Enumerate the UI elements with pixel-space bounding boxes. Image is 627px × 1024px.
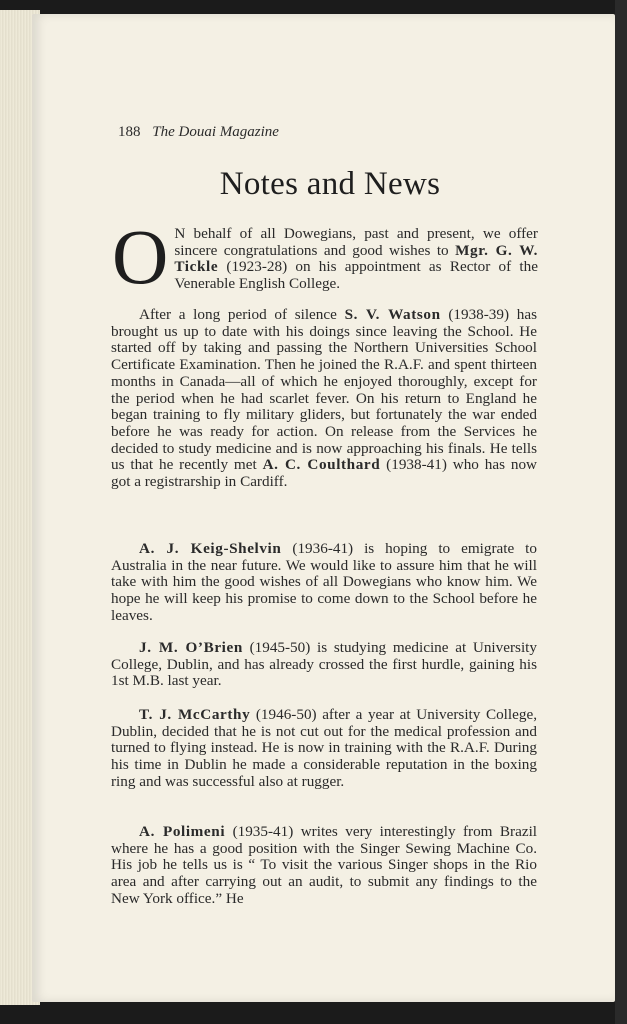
paragraph-keig-shelvin: A. J. Keig-Shelvin (1936-41) is hoping to emigrate to Australia in the near future. We would like to assure him that he will take with him the good wishes of all Dowegians who know him. We hope he will keep his promise to come down to the School before he leaves. — [111, 540, 537, 624]
intro-paragraph: O N behalf of all Dowegians, past and present, we offer sincere congratulations and good wishes to Mgr. G. W. Tickle (1923-28) on his appointment as Rector of the Venerable English College. — [112, 213, 538, 300]
person-name: A. J. Keig-Shelvin — [139, 540, 282, 557]
page-title: Notes and News — [219, 166, 441, 202]
person-name: A. Polimeni — [139, 823, 226, 840]
paragraph-watson: After a long period of silence S. V. Watson (1938-39) has brought us up to date with his doings since leaving the School. He started off by taking and passing the Northern Universities School Certificate Examination. Then he joined the R.A.F. and spent thirteen months in Canada—all of which he enjoyed thoroughly, except for the period when he had scarlet fever. On his return to England he began training to fly military gliders, but fortunately the war ended before he was ready for action. On release from the Services he decided to study medicine and is now approaching his finals. He tells us that he recently met A. C. Coulthard (1938-41) who has now got a registrarship in Cardiff. — [111, 306, 538, 491]
person-name: T. J. McCarthy — [139, 706, 251, 723]
person-name: A. C. Coulthard — [262, 456, 381, 474]
person-name: S. V. Watson — [344, 306, 441, 323]
page-number: 188 — [118, 124, 141, 140]
magazine-name: The Douai Magazine — [152, 124, 279, 140]
drop-cap: O — [112, 213, 169, 300]
paragraph-mccarthy: T. J. McCarthy (1946-50) after a year at University College, Dublin, decided that he is not cut out for the medical profession and turned to flying instead. He is now in training with the R.A.F. During his time in Dublin he made a considerable reputation in the boxing ring and was successful also at rugger. — [111, 706, 537, 790]
paragraph-obrien: J. M. O’Brien (1945-50) is studying medicine at University College, Dublin, and has already crossed the first hurdle, gaining his 1st M.B. last year. — [111, 639, 537, 690]
person-name: J. M. O’Brien — [139, 639, 243, 656]
person-name: Mgr. G. W. Tickle — [174, 241, 538, 276]
binding-shadow — [615, 0, 627, 1024]
running-header — [118, 124, 279, 141]
paragraph-polimeni: A. Polimeni (1935-41) writes very interestingly from Brazil where he has a good position with the Singer Sewing Machine Co. His job he tells us is “ To visit the various Singer shops in the Rio area and after carrying out an audit, to submit any findings to the New York office.” He — [111, 823, 538, 907]
